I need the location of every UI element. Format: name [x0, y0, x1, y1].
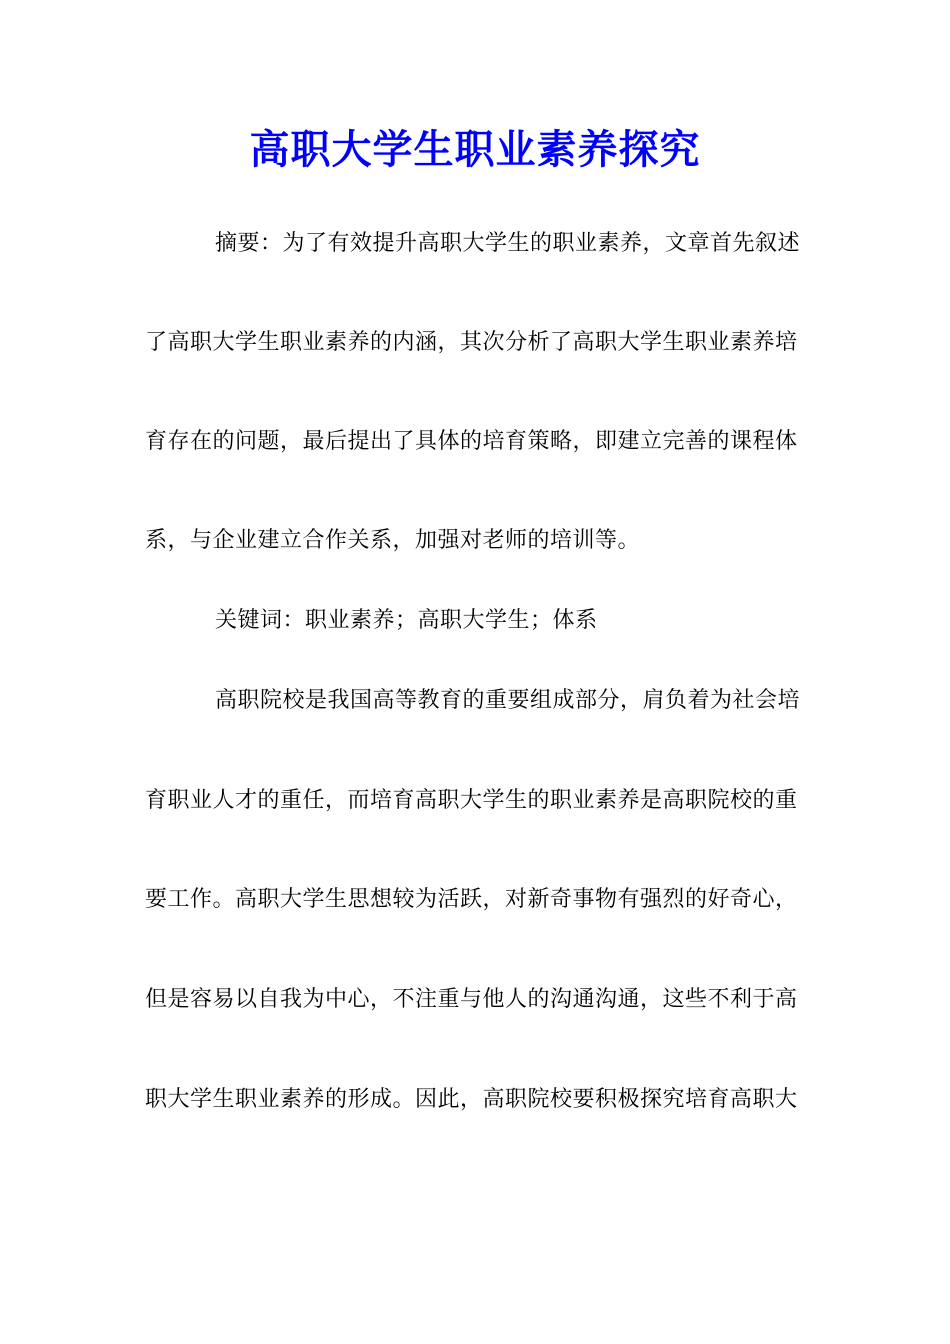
- body-line-3: 要工作。高职大学生思想较为活跃，对新奇事物有强烈的好奇心，: [145, 887, 798, 912]
- body-line-2: 育职业人才的重任，而培育高职大学生的职业素养是高职院校的重: [145, 788, 798, 813]
- abstract-line-3: 育存在的问题，最后提出了具体的培育策略，即建立完善的课程体: [145, 429, 798, 454]
- keywords-line: 关键词：职业素养；高职大学生；体系: [215, 608, 598, 633]
- abstract-line-4: 系，与企业建立合作关系，加强对老师的培训等。: [145, 528, 641, 553]
- document-title: 高职大学生职业素养探究: [249, 126, 701, 173]
- abstract-line-2: 了高职大学生职业素养的内涵，其次分析了高职大学生职业素养培: [145, 330, 798, 355]
- body-line-5: 职大学生职业素养的形成。因此，高职院校要积极探究培育高职大: [145, 1087, 798, 1112]
- body-line-1: 高职院校是我国高等教育的重要组成部分，肩负着为社会培: [215, 688, 801, 713]
- body-line-4: 但是容易以自我为中心，不注重与他人的沟通沟通，这些不利于高: [145, 987, 798, 1012]
- abstract-line-1: 摘要：为了有效提升高职大学生的职业素养，文章首先叙述: [215, 231, 801, 256]
